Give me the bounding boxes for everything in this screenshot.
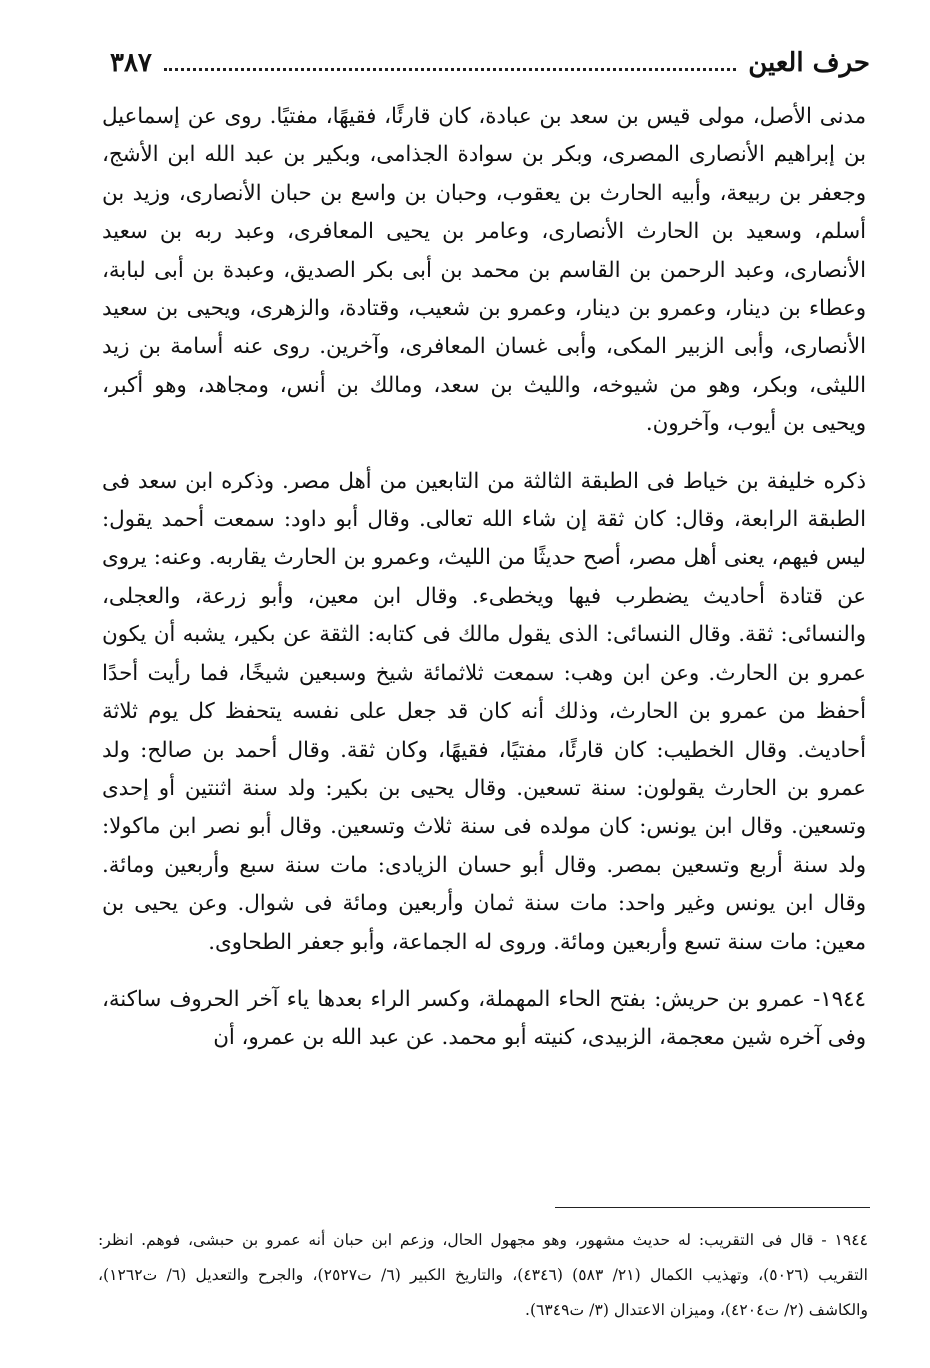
body-text: [102, 98, 866, 1058]
running-title: حرف العين: [748, 48, 870, 78]
footnote-divider: [555, 1207, 870, 1208]
paragraph-assessments: ذكره خليفة بن خياط فى الطبقة الثالثة من التابعين من أهل مصر. وذكره ابن سعد فى الطبقة الرابعة، وقال: كان ثقة إن شاء الله تعالى. وقال أبو داود: سمعت أحمد يقول: ليس فيهم، يعنى أهل مصر، أصح حديثًا من الليث، وعمرو بن الحارث يقاربه. وعنه: يروى عن قتادة أحاديث يضطرب فيها ويخطىء. وقال ابن معين، وأبو زرعة، والعجلى، والنسائى: ثقة. وقال النسائى: الذى يقول مالك فى كتابه: الثقة عن بكير، يشبه أن يكون عمرو بن الحارث. وعن ابن وهب: سمعت ثلاثمائة شيخ وسبعين شيخًا، فما رأيت أحدًا أحفظ من عمرو بن الحارث، وذلك أنه كان قد جعل على نفسه يتحفظ كل يوم ثلاثة أحاديث. وقال الخطيب: كان قارئًا، مفتيًا، فقيهًا، وكان ثقة. وقال أحمد بن صالح: ولد عمرو بن الحارث يقولون: سنة تسعين. وقال يحيى بن بكير: ولد سنة اثنتين أو إحدى وتسعين. وقال ابن يونس: كان مولده فى سنة ثلاث وتسعين. وقال أبو نصر ابن ماكولا: ولد سنة أربع وتسعين بمصر. وقال أبو حسان الزيادى: مات سنة سبع وأربعين ومائة. وقال ابن يونس وغير واحد: مات سنة ثمان وأربعين ومائة فى شوال. وعن يحيى بن معين: مات سنة تسع وأربعين ومائة. وروى له الجماعة، وأبو جعفر الطحاوى.: [102, 468, 866, 955]
paragraph-entry-1944: ١٩٤٤- عمرو بن حريش: بفتح الحاء المهملة، وكسر الراء بعدها ياء آخر الحروف ساكنة، وفى آخره شين معجمة، الزبيدى، كنيته أبو محمد. عن عبد الله بن عمرو، أن: [102, 986, 866, 1051]
page-header: [110, 38, 870, 88]
page-number: ٣٨٧: [110, 48, 152, 78]
footnote-1944: ١٩٤٤ - قال فى التقريب: له حديث مشهور، وهو مجهول الحال، وزعم ابن حبان أنه عمرو بن حبشى، فوهم. انظر: التقريب (٥٠٢٦)، وتهذيب الكمال (٢١/ ٥٨٣) (٤٣٤٦)، والتاريخ الكبير (٦/ ت٢٥٢٧)، والجرح والتعديل (٦/ ت١٢٦٢)، والكاشف (٢/ ت٤٢٠٤)، وميزان الاعتدال (٣/ ت٦٣٤٩).: [98, 1231, 869, 1319]
paragraph-biography: مدنى الأصل، مولى قيس بن سعد بن عبادة، كان قارئًا، فقيهًا، مفتيًا. روى عن إسماعيل بن إبراهيم الأنصارى المصرى، وبكر بن سوادة الجذامى، وبكير بن عبد الله ابن الأشج، وجعفر بن ربيعة، وأبيه الحارث بن يعقوب، وحبان بن واسع بن حبان الأنصارى، وزيد بن أسلم، وسعيد بن الحارث الأنصارى، وعامر بن يحيى المعافرى، وعبد ربه بن سعيد الأنصارى، وعبد الرحمن بن القاسم بن محمد بن أبى بكر الصديق، وعبدة بن أبى لبابة، وعطاء بن دينار، وعمرو بن دينار، وعمرو بن شعيب، وقتادة، والزهرى، ويحيى بن سعيد الأنصارى، وأبى الزبير المكى، وأبى غسان المعافرى، وآخرين. روى عنه أسامة بن زيد الليثى، وبكر، وهو من شيوخه، والليث بن سعد، ومالك بن أنس، ومجاهد، وهو أكبر، ويحيى بن أيوب، وآخرون.: [102, 104, 866, 437]
dotted-leader: [164, 68, 736, 71]
